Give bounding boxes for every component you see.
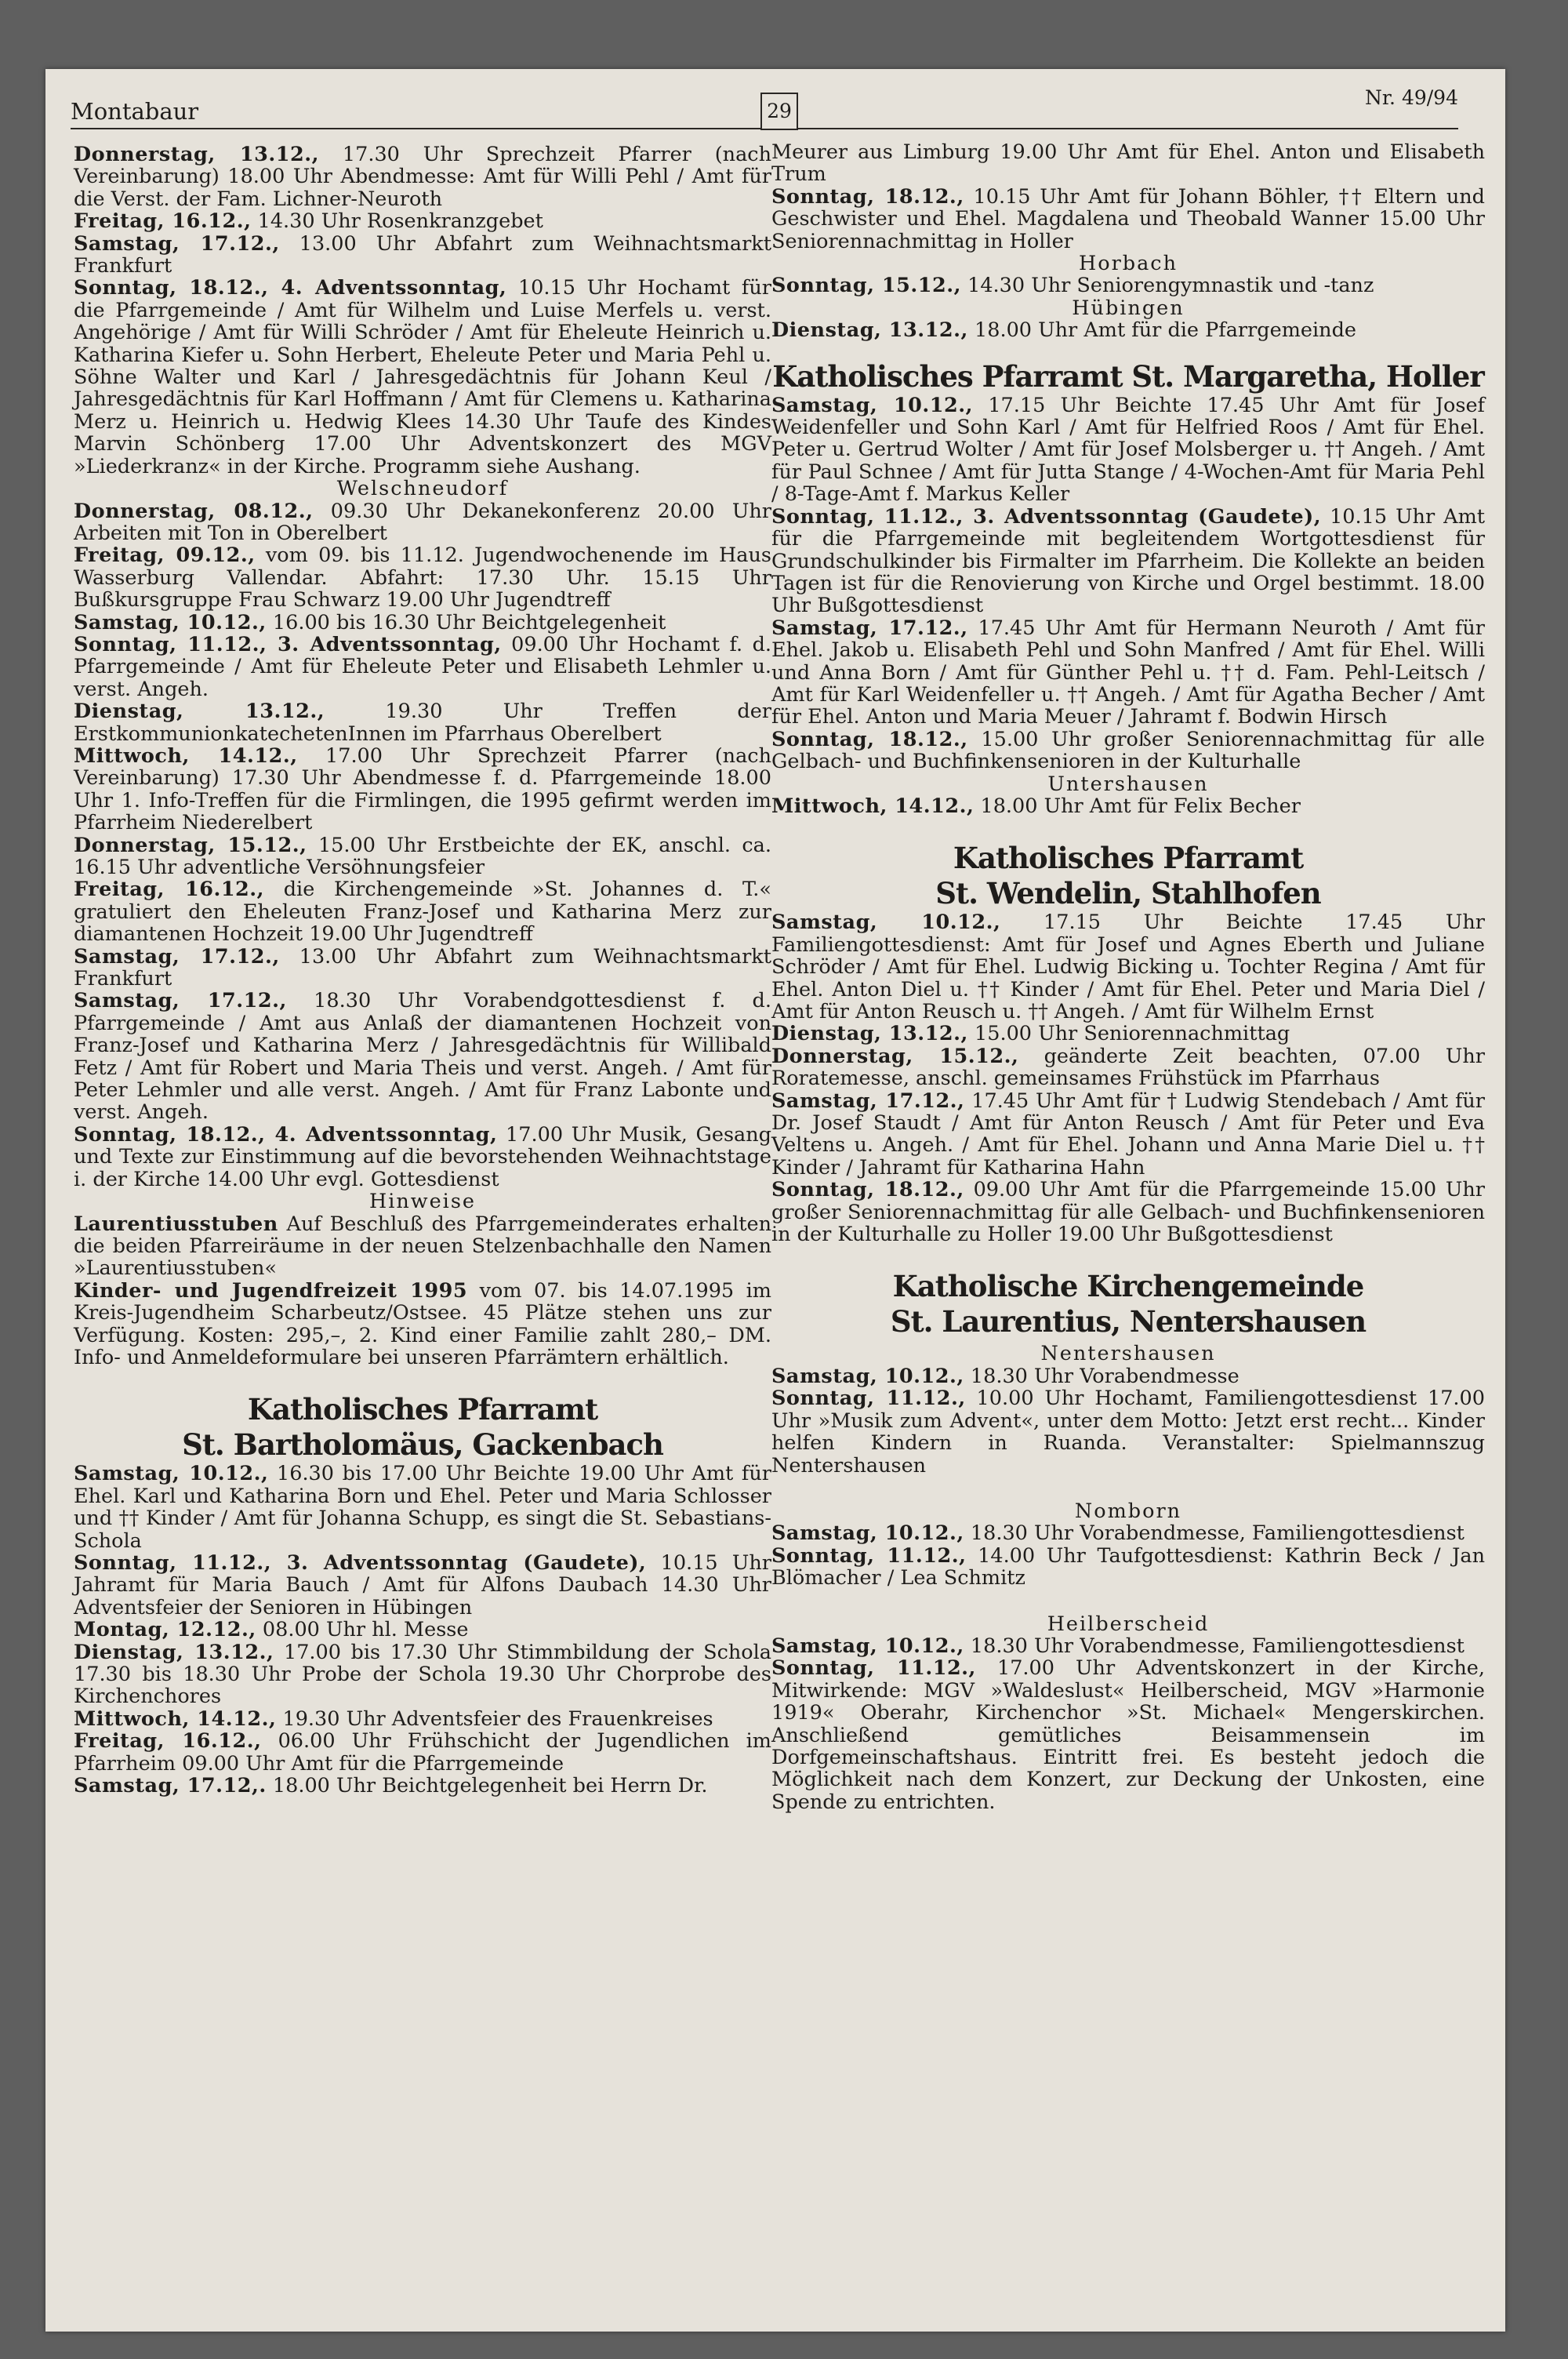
entry-text: 18.00 Uhr Amt für die Pfarrgemeinde <box>967 318 1356 343</box>
entry-day: Sonntag, 11.12., 3. Adventssonntag (Gaudete), <box>771 504 1322 529</box>
entry-day: Samstag, 10.12., <box>74 610 267 634</box>
entry-day: Sonntag, 11.12., <box>771 1387 966 1411</box>
entry-text: 16.00 bis 16.30 Uhr Beichtgelegenheit <box>266 610 666 634</box>
subsection-title: Untershausen <box>1047 772 1209 796</box>
schedule-entry <box>74 1730 771 1775</box>
schedule-entry <box>74 210 771 232</box>
entry-text: 18.30 Uhr Vorabendmesse <box>964 1364 1240 1388</box>
entry-text: 08.00 Uhr hl. Messe <box>256 1618 469 1642</box>
entry-day: Dienstag, 13.12., <box>771 318 968 343</box>
schedule-entry <box>74 700 771 745</box>
schedule-entry <box>74 1708 771 1730</box>
entry-text: 09.00 Uhr Hochamt f. d. Pfarrgemeinde / Amt für Eheleute Peter und Elisabeth Lehmler u. verst. Angeh. <box>74 632 772 701</box>
section-heading: Katholisches Pfarramt <box>247 1392 598 1427</box>
schedule-entry <box>771 1090 1485 1180</box>
entry-day: Dienstag, 13.12., <box>74 1640 274 1664</box>
entry-day: Samstag, 17.12., <box>771 1089 965 1113</box>
masthead <box>71 69 1458 129</box>
entry-text: Auf Beschluß des Pfarrgemeinderates erhalten die beiden Pfarreiräume in der neuen Stelzenbachhalle den Namen »Laurentiusstuben« <box>74 1212 771 1281</box>
entry-day: Montag, 12.12., <box>74 1618 256 1642</box>
entry-text: 10.15 Uhr Hochamt für die Pfarrgemeinde / Amt für Wilhelm und Luise Merfels u. verst. Angehörige / Amt für Willi Schröder / Amt für Eheleute Heinrich u. Katharina Kiefer u. Sohn Herbert, Eheleute Peter und Maria Pehl u. Söhne Walter und Karl / Jahresgedächtnis für Johann Keul / Jahresgedächtnis für Karl Hoffmann / Amt für Clemens u. Katharina Merz u. Heinrich u. Hedwig Klees 14.30 Uhr Taufe des Kindes Marvin Schönberg 17.00 Uhr Adventskonzert des MGV »Liederkranz« in der Kirche. Programm siehe Aushang. <box>74 276 771 478</box>
entry-text: 18.30 Uhr Vorabendmesse, Familiengottesdienst <box>964 1521 1465 1546</box>
schedule-entry <box>771 1365 1485 1387</box>
entry-day: Samstag, 17.12,. <box>74 1774 267 1798</box>
entry-day: Samstag, 10.12., <box>771 1521 964 1546</box>
entry-text: vom 07. bis 14.07.1995 im Kreis-Jugendheim Scharbeutz/Ostsee. 45 Plätze stehen uns zur Verfügung. Kosten: 295,–, 2. Kind einer Familie zahlt 280,– DM. Info- und Anmeldeformulare bei unseren Pfarrämtern erhältlich. <box>74 1278 771 1369</box>
entry-text: vom 09. bis 11.12. Jugendwochenende im Haus Wasserburg Vallendar. Abfahrt: 17.30 Uhr. 15.15 Uhr Bußkursgruppe Frau Schwarz 19.00 Uhr Jugendtreff <box>74 543 771 612</box>
schedule-entry <box>771 1657 1485 1813</box>
entry-text: 15.00 Uhr Erstbeichte der EK, anschl. ca. 16.15 Uhr adventliche Versöhnungsfeier <box>74 833 771 879</box>
entry-day: Samstag, 10.12., <box>771 1364 964 1388</box>
entry-text: 17.00 bis 17.30 Uhr Stimmbildung der Schola 17.30 bis 18.30 Uhr Probe der Schola 19.30 Uhr Chorprobe des Kirchenchores <box>74 1640 771 1709</box>
entry-day: Freitag, 16.12., <box>74 878 265 902</box>
schedule-entry <box>771 1023 1485 1045</box>
entry-day: Dienstag, 13.12., <box>771 1022 968 1046</box>
entry-text: 19.30 Uhr Treffen der ErstkommunionkatechetenInnen im Pfarrhaus Oberelbert <box>74 700 771 746</box>
newspaper-page <box>45 69 1505 2332</box>
schedule-entry <box>771 186 1485 253</box>
entry-text: 19.30 Uhr Adventsfeier des Frauenkreises <box>276 1707 713 1731</box>
entry-day: Mittwoch, 14.12., <box>74 1707 277 1731</box>
entry-text: 18.30 Uhr Vorabendgottesdienst f. d. Pfarrgemeinde / Amt aus Anlaß der diamantenen Hochzeit von Franz-Josef und Katharina Merz / Jahresgedächtnis für Willibald Fetz / Amt für Robert und Maria Theis und verst. Angeh. / Amt für Peter Lehmler und alle verst. Angeh. / Amt für Franz Labonte und verst. Angeh. <box>74 989 771 1125</box>
entry-day: Samstag, 17.12., <box>74 944 280 969</box>
entry-day: Freitag, 16.12., <box>74 1729 262 1754</box>
entry-text: 17.00 Uhr Sprechzeit Pfarrer (nach Vereinbarung) 17.30 Uhr Abendmesse f. d. Pfarrgemeinde 18.00 Uhr 1. Info-Treffen für die Firmlingen, die 1995 gefirmt werden im Pfarrheim Niederelbert <box>74 743 772 835</box>
entry-day: Donnerstag, 15.12., <box>771 1044 1019 1068</box>
entry-text: 10.15 Uhr Jahramt für Maria Bauch / Amt für Alfons Daubach 14.30 Uhr Adventsfeier der Senioren in Hübingen <box>74 1550 771 1619</box>
schedule-entry <box>771 911 1485 1023</box>
entry-day: Samstag, 10.12., <box>74 1462 269 1486</box>
schedule-entry <box>74 745 771 834</box>
entry-text: 17.45 Uhr Amt für Hermann Neuroth / Amt für Ehel. Jakob u. Elisabeth Pehl und Sohn Manfred / Amt für Ehel. Willi und Anna Born / Amt für Günther Pehl u. †† d. Fam. Pehl-Leitsch / Amt für Karl Weidenfeller u. †† Angeh. / Amt für Agatha Becher / Amt für Ehel. Anton und Maria Meuer / Jahramt f. Bodwin Hirsch <box>771 616 1485 729</box>
entry-text: 18.00 Uhr Beichtgelegenheit bei Herrn Dr. <box>266 1774 708 1798</box>
entry-text: 10.00 Uhr Hochamt, Familiengottesdienst 17.00 Uhr »Musik zum Advent«, unter dem Motto: Jetzt erst recht... Kinder helfen Kindern in Ruanda. Veranstalter: Spielmannszug Nentershausen <box>771 1387 1485 1478</box>
entry-text: Meurer aus Limburg 19.00 Uhr Amt für Ehel. Anton und Elisabeth Trum <box>771 140 1485 187</box>
entry-day: Mittwoch, 14.12., <box>771 794 975 818</box>
schedule-entry <box>771 617 1485 729</box>
schedule-entry <box>771 506 1485 617</box>
schedule-entry <box>771 1387 1485 1477</box>
entry-text: 09.30 Uhr Dekanekonferenz 20.00 Uhr Arbeiten mit Ton in Oberelbert <box>74 499 771 545</box>
schedule-entry <box>771 1522 1485 1544</box>
entry-text: 06.00 Uhr Frühschicht der Jugendlichen im Pfarrheim 09.00 Uhr Amt für die Pfarrgemeinde <box>74 1729 771 1776</box>
subsection-title: Nomborn <box>1074 1499 1182 1523</box>
entry-text: 13.00 Uhr Abfahrt zum Weihnachtsmarkt Frankfurt <box>74 944 771 991</box>
entry-day: Sonntag, 15.12., <box>771 274 961 298</box>
subsection-title: Nentershausen <box>1040 1342 1216 1366</box>
schedule-entry <box>74 946 771 990</box>
schedule-entry <box>74 233 771 278</box>
entry-text: 10.15 Uhr Amt für die Pfarrgemeinde mit begleitendem Wortgottesdienst für Grundschulkinder bis Firmalter im Pfarrheim. Die Kollekte an beiden Tagen ist für die Renovierung von Kirche und Orgel bestimmt. 18.00 Uhr Bußgottesdienst <box>771 504 1486 618</box>
schedule-entry <box>74 544 771 611</box>
schedule-entry <box>74 1463 771 1552</box>
entry-text: 17.45 Uhr Amt für † Ludwig Stendebach / Amt für Dr. Josef Staudt / Amt für Anton Reusch / Amt für Peter und Eva Veltens u. Angeh. / Amt für Ehel. Johann und Anna Marie Diel u. †† Kinder / Jahramt für Katharina Hahn <box>771 1089 1485 1180</box>
section-heading: Katholische Kirchengemeinde <box>892 1269 1364 1304</box>
entry-day: Sonntag, 18.12., <box>771 184 964 209</box>
schedule-entry <box>771 141 1485 186</box>
entry-text: 15.00 Uhr Seniorennachmittag <box>967 1022 1290 1046</box>
schedule-entry <box>74 834 771 879</box>
schedule-entry <box>771 1045 1485 1090</box>
entry-day: Samstag, 10.12., <box>771 1634 964 1658</box>
town-name: Montabaur <box>71 98 199 125</box>
schedule-entry <box>74 612 771 634</box>
entry-day: Kinder- und Jugendfreizeit 1995 <box>74 1278 468 1303</box>
entry-day: Mittwoch, 14.12., <box>74 743 298 768</box>
schedule-entry <box>771 319 1485 341</box>
entry-day: Freitag, 09.12., <box>74 543 256 568</box>
schedule-entry <box>771 729 1485 773</box>
schedule-entry <box>74 634 771 700</box>
entry-day: Sonntag, 18.12., <box>771 727 968 751</box>
entry-text: 09.00 Uhr Amt für die Pfarrgemeinde 15.00 Uhr großer Seniorennachmittag für alle Gelbach- und Buchfinkensenioren in der Kulturhalle zu Holler 19.00 Uhr Bußgottesdienst <box>771 1178 1485 1247</box>
issue-number: Nr. 49/94 <box>1364 86 1458 109</box>
page-number: 29 <box>760 93 798 130</box>
subsection-title: Hinweise <box>368 1190 477 1214</box>
schedule-entry <box>74 1213 771 1280</box>
entry-text: geänderte Zeit beachten, 07.00 Uhr Roratemesse, anschl. gemeinsames Frühstück im Pfarrhaus <box>771 1044 1485 1091</box>
entry-day: Donnerstag, 08.12., <box>74 499 314 523</box>
entry-text: 17.00 Uhr Musik, Gesang und Texte zur Einstimmung auf die bevorstehenden Weihnachtstage i. der Kirche 14.00 Uhr evgl. Gottesdienst <box>74 1122 772 1191</box>
entry-day: Sonntag, 18.12., 4. Adventssonntag, <box>74 276 507 300</box>
entry-text: 17.00 Uhr Adventskonzert in der Kirche, Mitwirkende: MGV »Waldeslust« Heilberscheid, MGV »Harmonie 1919« Oberahr, Kirchenchor »St. Michael« Mengerskirchen. Anschließend gemütliches Beisammensein im Dorfgemeinschaftshaus. Eintritt frei. Es besteht jedoch die Möglichkeit nach dem Konzert, zur Deckung der Unkosten, eine Spende zu entrichten. <box>771 1656 1485 1814</box>
schedule-entry <box>771 1179 1485 1245</box>
schedule-entry <box>74 990 771 1123</box>
section-heading: St. Laurentius, Nentershausen <box>890 1304 1367 1339</box>
entry-text: 13.00 Uhr Abfahrt zum Weihnachtsmarkt Frankfurt <box>74 231 771 278</box>
schedule-entry <box>74 878 771 945</box>
schedule-entry <box>771 1635 1485 1657</box>
entry-text: 14.30 Uhr Seniorengymnastik und -tanz <box>961 274 1374 298</box>
entry-day: Samstag, 10.12., <box>771 911 1001 935</box>
entry-day: Sonntag, 11.12., 3. Adventssonntag (Gaudete), <box>74 1550 647 1575</box>
entry-text: 17.15 Uhr Beichte 17.45 Uhr Amt für Josef Weidenfeller und Sohn Karl / Amt für Helfried Roos / Amt für Ehel. Peter u. Gertrud Wolter / Amt für Josef Molsberger u. †† Angeh. / Amt für Paul Schnee / Amt für Jutta Stange / 4-Wochen-Amt für Maria Pehl / 8-Tage-Amt f. Markus Keller <box>771 393 1485 507</box>
entry-text: 14.30 Uhr Rosenkranzgebet <box>251 209 543 234</box>
entry-day: Sonntag, 18.12., 4. Adventssonntag, <box>74 1122 498 1147</box>
subsection-title: Welschneudorf <box>336 477 509 501</box>
entry-day: Sonntag, 11.12., <box>771 1543 967 1568</box>
entry-day: Sonntag, 11.12., 3. Adventssonntag, <box>74 632 502 656</box>
schedule-entry <box>74 1775 771 1797</box>
entry-day: Samstag, 10.12., <box>771 393 973 417</box>
entry-day: Donnerstag, 13.12., <box>74 143 319 166</box>
schedule-entry <box>771 795 1485 817</box>
schedule-entry <box>74 277 771 478</box>
entry-text: 16.30 bis 17.00 Uhr Beichte 19.00 Uhr Amt für Ehel. Karl und Katharina Born und Ehel. Peter und Maria Schlosser und †† Kinder / Amt für Johanna Schupp, es singt die St. Sebastians-Schola <box>74 1462 771 1553</box>
entry-day: Samstag, 17.12., <box>771 616 968 640</box>
section-heading: Katholisches Pfarramt St. Margaretha, Holler <box>772 358 1484 394</box>
section-heading: Katholisches Pfarramt <box>953 841 1304 876</box>
entry-text: 15.00 Uhr großer Seniorennachmittag für alle Gelbach- und Buchfinkensenioren in der Kulturhalle <box>771 727 1485 774</box>
entry-text: die Kirchengemeinde »St. Johannes d. T.« gratuliert den Eheleuten Franz-Josef und Katharina Merz zur diamantenen Hochzeit 19.00 Uhr Jugendtreff <box>74 878 771 947</box>
schedule-entry <box>74 144 771 210</box>
section-heading: St. Bartholomäus, Gackenbach <box>182 1427 663 1463</box>
entry-day: Samstag, 17.12., <box>74 989 287 1013</box>
schedule-entry <box>74 1124 771 1190</box>
entry-day: Freitag, 16.12., <box>74 209 252 234</box>
schedule-entry <box>74 1619 771 1641</box>
schedule-entry <box>771 394 1485 506</box>
entry-day: Sonntag, 11.12., <box>771 1656 976 1681</box>
right-column <box>771 141 1485 1813</box>
schedule-entry <box>74 1641 771 1708</box>
entry-text: 17.30 Uhr Sprechzeit Pfarrer (nach Vereinbarung) 18.00 Uhr Abendmesse: Amt für Willi Pehl / Amt für die Verst. der Fam. Lichner-Neuroth <box>74 143 771 211</box>
schedule-entry <box>74 1552 771 1619</box>
subsection-title: Hübingen <box>1072 296 1185 320</box>
subsection-title: Heilberscheid <box>1047 1612 1210 1636</box>
schedule-entry <box>771 274 1485 296</box>
schedule-entry <box>74 1280 771 1369</box>
entry-day: Dienstag, 13.12., <box>74 700 325 724</box>
schedule-entry <box>771 1545 1485 1590</box>
entry-day: Laurentiusstuben <box>74 1212 278 1236</box>
entry-text: 18.00 Uhr Amt für Felix Becher <box>974 794 1301 818</box>
schedule-entry <box>74 500 771 545</box>
subsection-title: Horbach <box>1078 252 1178 276</box>
section-heading: St. Wendelin, Stahlhofen <box>935 876 1321 911</box>
entry-text: 17.15 Uhr Beichte 17.45 Uhr Familiengottesdienst: Amt für Josef und Agnes Eberth und Juliane Schröder / Amt für Ehel. Ludwig Bicking u. Tochter Regina / Amt für Ehel. Anton Diel u. †† Kinder / Amt für Ehel. Peter und Maria Diel / Amt für Anton Reusch u. †† Angeh. / Amt für Wilhelm Ernst <box>771 911 1485 1023</box>
left-column <box>74 144 771 1797</box>
entry-text: 10.15 Uhr Amt für Johann Böhler, †† Eltern und Geschwister und Ehel. Magdalena und Theobald Wanner 15.00 Uhr Seniorennachmittag in Holler <box>771 184 1485 253</box>
entry-text: 14.00 Uhr Taufgottesdienst: Kathrin Beck / Jan Blömacher / Lea Schmitz <box>771 1543 1485 1590</box>
entry-day: Donnerstag, 15.12., <box>74 833 307 857</box>
entry-text: 18.30 Uhr Vorabendmesse, Familiengottesdienst <box>964 1634 1465 1658</box>
entry-day: Sonntag, 18.12., <box>771 1178 964 1202</box>
entry-day: Samstag, 17.12., <box>74 231 280 256</box>
